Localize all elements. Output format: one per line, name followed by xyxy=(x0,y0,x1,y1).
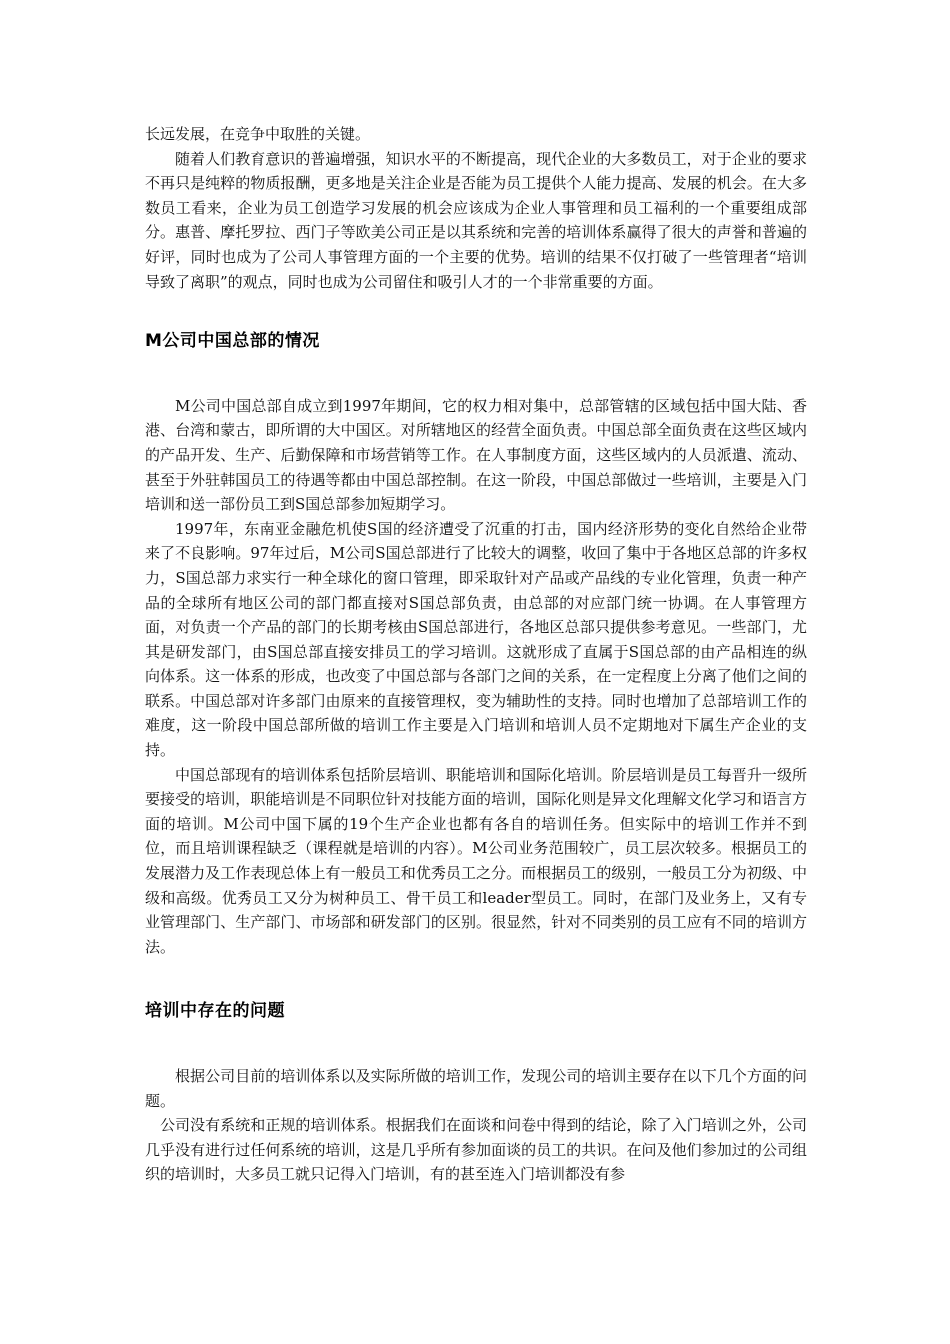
china-hq-paragraph-3: 中国总部现有的培训体系包括阶层培训、职能培训和国际化培训。阶层培训是员工每晋升一级所要接受的培训，职能培训是不同职位针对技能方面的培训，国际化则是异文化理解文化学习和语言方面的培训。M公司中国下属的19个生产企业也都有各自的培训任务。但实际中的培训工作并不到位，而且培训课程缺乏（课程就是培训的内容）。M公司业务范围较广，员工层次较多。根据员工的发展潜力及工作表现总体上有一般员工和优秀员工之分。而根据员工的级别，一般员工分为初级、中级和高级。优秀员工又分为树种员工、骨干员工和leader型员工。同时，在部门及业务上，又有专业管理部门、生产部门、市场部和研发部门的区别。很显然，针对不同类别的员工应有不同的培训方法。 xyxy=(145,765,807,956)
document-page xyxy=(145,122,807,1187)
training-problems-paragraph-2: 公司没有系统和正规的培训体系。根据我们在面谈和问卷中得到的结论，除了入门培训之外，公司几乎没有进行过任何系统的培训，这是几乎所有参加面谈的员工的共识。在问及他们参加过的公司组织的培训时，大多员工就只记得入门培训，有的甚至连入门培训都没有参 xyxy=(145,1116,807,1184)
intro-paragraph: 随着人们教育意识的普遍增强，知识水平的不断提高，现代企业的大多数员工，对于企业的要求不再只是纯粹的物质报酬，更多地是关注企业是否能为员工提供个人能力提高、发展的机会。在大多数员工看来，企业为员工创造学习发展的机会应该成为企业人事管理和员工福利的一个重要组成部分。惠普、摩托罗拉、西门子等欧美公司正是以其系统和完善的培训体系赢得了很大的声誉和普遍的好评，同时也成为了公司人事管理方面的一个主要的优势。培训的结果不仅打破了一些管理者“培训导致了离职”的观点，同时也成为公司留住和吸引人才的一个非常重要的方面。 xyxy=(145,149,807,291)
china-hq-paragraph-2: 1997年，东南亚金融危机使S国的经济遭受了沉重的打击，国内经济形势的变化自然给企业带来了不良影响。97年过后，M公司S国总部进行了比较大的调整，收回了集中于各地区总部的许多权力，S国总部力求实行一种全球化的窗口管理，即采取针对产品或产品线的专业化管理，负责一种产品的全球所有地区公司的部门都直接对S国总部负责，由总部的对应部门统一协调。在人事管理方面，对负责一个产品的部门的长期考核由S国总部进行，各地区总部只提供参考意见。一些部门，尤其是研发部门，由S国总部直接安排员工的学习培训。这就形成了直属于S国总部的由产品相连的纵向体系。这一体系的形成，也改变了中国总部与各部门之间的关系，在一定程度上分离了他们之间的联系。中国总部对许多部门由原来的直接管理权，变为辅助性的支持。同时也增加了总部培训工作的难度，这一阶段中国总部所做的培训工作主要是入门培训和培训人员不定期地对下属生产企业的支持。 xyxy=(145,519,807,760)
section-heading-china-hq: M公司中国总部的情况 xyxy=(145,331,320,352)
china-hq-paragraph-1: M公司中国总部自成立到1997年期间，它的权力相对集中，总部管辖的区域包括中国大陆、香港、台湾和蒙古，即所谓的大中国区。对所辖地区的经营全面负责。中国总部全面负责在这些区域内的产品开发、生产、后勤保障和市场营销等工作。在人事制度方面，这些区域内的人员派遣、流动、甚至于外驻韩国员工的待遇等都由中国总部控制。在这一阶段，中国总部做过一些培训，主要是入门培训和送一部份员工到S国总部参加短期学习。 xyxy=(145,396,807,514)
intro-paragraph-continuation: 长远发展，在竞争中取胜的关键。 xyxy=(145,125,371,143)
section-heading-training-problems: 培训中存在的问题 xyxy=(145,1001,285,1022)
training-problems-paragraph-1: 根据公司目前的培训体系以及实际所做的培训工作，发现公司的培训主要存在以下几个方面的问题。 xyxy=(145,1067,807,1110)
